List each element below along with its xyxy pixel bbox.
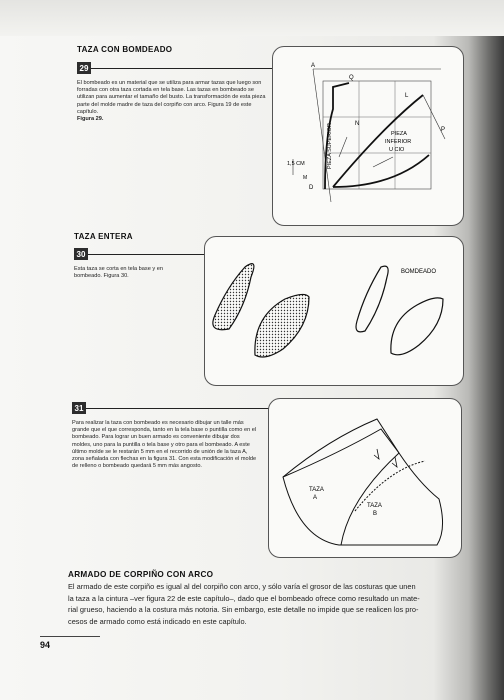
figure-ref-29: Figura 29. [77, 116, 104, 123]
fig29-label-a: A [311, 63, 316, 69]
figure-30-drawing [205, 237, 463, 385]
fig29-label-pieza: PIEZA [391, 131, 407, 137]
paragraph-29-text: El bombeado es un material que se utiliza para armar tazas que luego son forradas con otra taza cortada en tela base. Las tazas en bombeado se utilizan para aumentar el tamaño del busto. La transformación de esta pieza parte del molde madre de taza del corpiño con arco. Figura 19 de este capítulo. [77, 80, 266, 115]
fig29-label-p: P [441, 127, 446, 133]
fig29-label-m: M [303, 175, 308, 181]
fig29-grid-frame [323, 81, 431, 189]
figure-29-panel [272, 46, 464, 226]
paragraph-31: Para realizar la taza con bombeado es necesario dibujar un talle más grande que el que corresponda, tanto en la tela base o puntilla como en el bombeado. Para lograr un buen armado es conveniente dibujar dos moldes, uno para la puntilla o tela base y otro para el bombeado. A este último molde se le restarán 5 mm en el recorrido de unión de la taza A, zona señalada con flechas en la figura 31. Con esta modificación el molde de relleno o bombeado quedará 5 mm más angosto. [72, 420, 257, 470]
section-rule-29 [91, 68, 296, 69]
main-body [68, 581, 468, 627]
figure-30-panel [204, 236, 464, 386]
figure-number-30: 30 [74, 248, 88, 260]
paragraph-29 [77, 80, 269, 123]
figure-29-drawing [273, 47, 463, 225]
fig29-arrow-2 [373, 157, 393, 167]
fig31-label-b: B [373, 511, 378, 517]
page-number: 94 [40, 640, 51, 650]
page-top-band [0, 0, 504, 36]
figure-31-panel [268, 398, 462, 558]
fig31-reduced-seam-line [355, 461, 425, 511]
section-rule-30 [88, 254, 208, 255]
main-line-1: El armado de este corpiño es igual al del corpiño con arco, y sólo varía el grosor de las costuras que unen [68, 582, 416, 591]
main-section-title: ARMADO DE CORPIÑO CON ARCO [68, 570, 214, 579]
fig30-outline-piece-right [391, 298, 443, 355]
section-title-taza-con-bomdeado: TAZA CON BOMDEADO [77, 45, 173, 54]
figure-31-drawing [269, 399, 461, 557]
fig29-label-d: D [309, 185, 314, 191]
fig31-label-taza-a: TAZA [309, 487, 324, 493]
fig29-label-pieza-superior: PIEZA SUPERIOR [327, 123, 333, 169]
section-rule-31 [86, 408, 282, 409]
figure-number-29: 29 [77, 62, 91, 74]
main-line-4: cesos de armado como está indicado en este capítulo. [68, 616, 247, 626]
fig31-label-taza-b: TAZA [367, 503, 382, 509]
fig30-dotted-piece-right [255, 294, 309, 357]
fig29-label-1-5-cm: 1,5 CM [287, 161, 305, 167]
fig29-label-u-cio: U CIO [389, 147, 405, 153]
fig30-outline-piece-left [356, 266, 388, 332]
main-line-2: la taza a la cintura –ver figura 22 de este capítulo–, dado que el bombeado ofrece como resultado un mate- [68, 593, 420, 603]
main-line-3: rial grueso, haciendo a la costura más notoria. Sin embargo, este detalle no impide que se realicen los pro- [68, 605, 419, 615]
fig31-seam-line [341, 453, 399, 545]
paragraph-30: Esta taza se corta en tela base y en bombeado. Figura 30. [74, 266, 163, 280]
fig31-label-a: A [313, 495, 318, 501]
footer-rule [40, 636, 100, 637]
fig30-label-bomdeado: BOMDEADO [401, 269, 437, 275]
fig31-outer-outline [283, 419, 443, 545]
fig29-label-l: L [405, 93, 409, 99]
fig30-dotted-piece-left [213, 264, 254, 330]
fig29-label-q: Q [349, 75, 354, 81]
figure-number-31: 31 [72, 402, 86, 414]
fig29-label-n: N [355, 121, 360, 127]
fig29-label-inferior: INFERIOR [385, 139, 412, 145]
fig29-arrow-1 [339, 137, 347, 157]
section-title-taza-entera: TAZA ENTERA [74, 232, 133, 241]
